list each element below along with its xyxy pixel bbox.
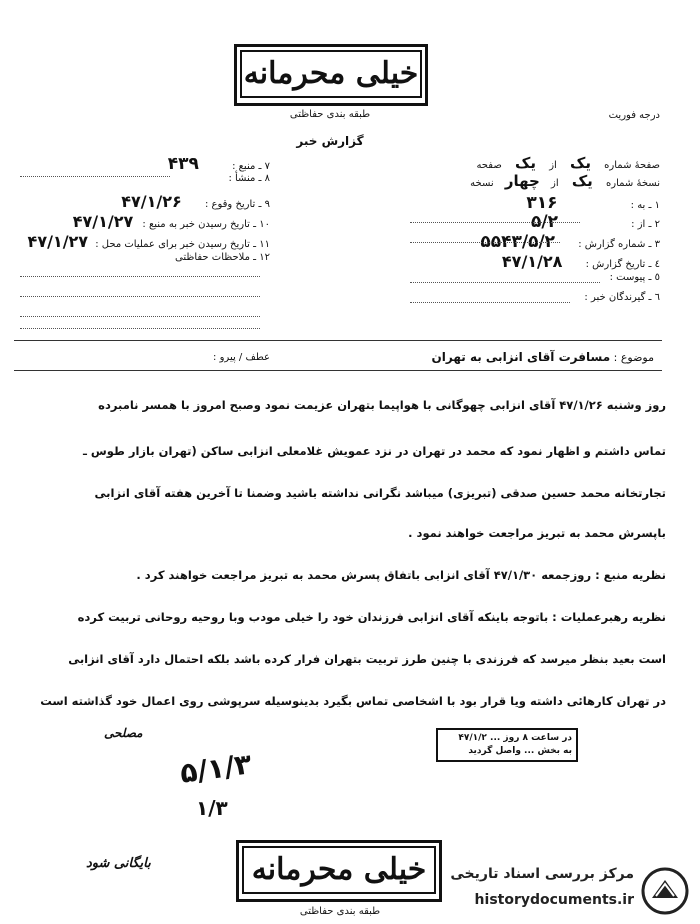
field-report-date: ٤ ـ تاریخ گزارش : ۴۷/۱/۲۸: [501, 252, 660, 271]
body-line-6: نظریه رهبرعملیات : باتوجه باینکه آقای انزابی فرزندان خود را خیلی مودب وبا روحیه روحانی تربیت کرده: [77, 610, 666, 624]
reference-label: عطف / پیرو :: [213, 352, 270, 363]
signature-1: مصلحی: [104, 726, 143, 740]
handnote-mid: ۵/۱/۳: [178, 747, 254, 790]
handnote-low: ۱/۳: [196, 796, 228, 820]
body-line-8: در تهران کارهائی داشته ویا قرار بود با اشخاصی تماس بگیرد بدینوسیله سرپوشی روی اعمال خود گذاشته است: [40, 694, 666, 708]
signature-2: بایگانی شود: [86, 856, 151, 871]
subject-text: مسافرت آقای انزابی به تهران: [431, 350, 611, 364]
received-stamp-line-2: به بخش ... واصل گردید: [468, 746, 572, 756]
body-line-5: نظریه منبع : روزجمعه ۴۷/۱/۳۰ آقای انزابی باتفاق پسرش محمد به تبریز مراجعت خواهند کرد .: [136, 568, 666, 582]
bottom-classification-stamp: [236, 840, 442, 902]
top-stamp-text: خیلی محرمانه: [240, 50, 422, 98]
received-stamp-line-1: در ساعت ۸ روز ... ۴۷/۱/۲: [458, 733, 572, 743]
right-dotted-line-3: [410, 282, 600, 283]
watermark-url: historydocuments.ir: [474, 892, 634, 908]
left-dotted-line-5: [20, 328, 260, 329]
left-dotted-line-1: [20, 176, 170, 177]
priority-label: درجه فوریت: [608, 110, 660, 121]
divider-top: [14, 340, 662, 341]
page-number-field: صفحهٔ شماره یک از یک صفحه: [476, 154, 660, 172]
left-dotted-line-4: [20, 316, 260, 317]
body-line-3: تجارتخانه محمد حسین صدقی (تبریزی) میباشد نگرانی نداشته باشید وضمنا تا آخرین هفته آقای انزابی: [94, 486, 666, 500]
left-dotted-line-2: [20, 276, 260, 277]
received-stamp-box: [436, 728, 578, 762]
top-classification-label: طبقه بندی حفاظتی: [289, 109, 371, 120]
field-recipients: ٦ ـ گیرندگان خبر :: [584, 292, 660, 303]
body-line-1: روز وشنبه ۴۷/۱/۲۶ آقای انزابی چهوگانی با هواپیما بتهران عزیمت نمود وصبح امروز با همسر نامبرده: [98, 398, 666, 412]
field-to: ۱ ـ به : ۳۱۶: [526, 193, 660, 213]
field-occurrence-date: ۹ ـ تاریخ وقوع : ۴۷/۱/۲۶: [121, 192, 270, 211]
right-dotted-line-4: [410, 302, 570, 303]
field-security-notes: ۱۲ ـ ملاحظات حفاظتی: [175, 252, 270, 263]
watermark-title: مرکز بررسی اسناد تاریخی: [450, 866, 634, 882]
field-origin: ۸ ـ منشأ :: [228, 173, 270, 184]
divider-subject: [14, 370, 662, 371]
watermark: [440, 862, 696, 920]
field-attachment: ٥ ـ پیوست :: [609, 272, 660, 283]
subject-label: موضوع :: [613, 351, 654, 364]
field-source: ۷ ـ منبع : ۴۳۹: [167, 154, 270, 174]
field-operations-received-date: ۱۱ ـ تاریخ رسیدن خبر برای عملیات محل : ۴۷/۱/۲۷: [27, 232, 270, 251]
subject-row: [432, 350, 654, 364]
right-dotted-line-1: [410, 222, 580, 223]
top-classification-stamp: [234, 44, 428, 106]
body-line-2: تماس داشتم و اظهار نمود که محمد در تهران در نزد عمویش غلامعلی انزابی ساکن (تهران بازار طوس ـ: [83, 444, 666, 458]
bottom-classification-label: طبقه بندی حفاظتی: [299, 906, 381, 917]
bottom-stamp-text: خیلی محرمانه: [242, 846, 436, 894]
left-dotted-line-3: [20, 296, 260, 297]
body-line-7: است بعید بنظر میرسد که فرزندی با چنین طرز تربیت بتهران فرار کرده باشد بلکه احتمال دارد آقای انزابی: [68, 652, 666, 666]
field-source-received-date: ۱۰ ـ تاریخ رسیدن خبر به منبع : ۴۷/۱/۲۷: [72, 212, 270, 231]
body-line-4: باپسرش محمد به تبریز مراجعت خواهند نمود .: [408, 526, 666, 540]
archive-logo-icon: [640, 866, 690, 916]
field-report-number: ۳ ـ شماره گزارش : ۵۵۴۳/۵/۲: [480, 232, 660, 252]
field-from: ۲ ـ از : ۵/۲: [531, 212, 660, 232]
right-dotted-line-2: [410, 242, 560, 243]
left-fields: [10, 146, 270, 276]
report-title: گزارش خبر: [296, 134, 364, 148]
copy-number-field: نسخهٔ شماره یک از چهار نسخه: [470, 172, 660, 190]
